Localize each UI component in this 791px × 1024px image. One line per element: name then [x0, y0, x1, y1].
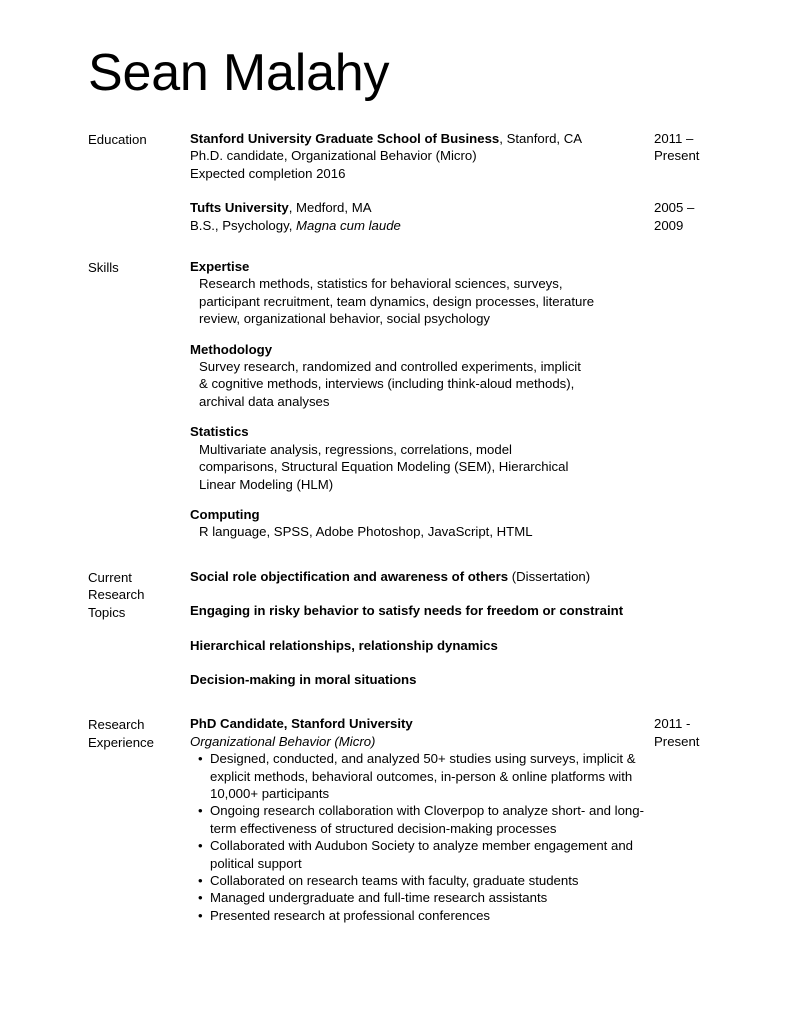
skill-body-expertise	[190, 275, 728, 327]
skill-heading-computing: Computing	[190, 506, 260, 522]
list-item: • Collaborated with Audubon Society to analyze member engagement and political support	[190, 837, 646, 872]
list-item: • Ongoing research collaboration with Cloverpop to analyze short- and long-term effectiveness of structured decision-making processes	[190, 802, 646, 837]
research-topic	[190, 671, 728, 688]
education-entry-stanford-degree: Ph.D. candidate, Organizational Behavior (Micro)	[190, 148, 477, 164]
research-experience-label-line2: Experience	[88, 734, 154, 750]
education-entry-tufts-location: , Medford, MA	[288, 200, 372, 216]
education-label-text: Education	[88, 132, 147, 147]
current-research-content	[190, 568, 728, 689]
skill-heading-expertise: Expertise	[190, 259, 250, 275]
current-research-label-line3: Topics	[88, 604, 126, 620]
education-entry-tufts-org-line	[190, 199, 646, 216]
education-entry-tufts-main	[190, 199, 654, 234]
education-entry-stanford-completion: Expected completion 2016	[190, 165, 346, 181]
section-label-education	[88, 130, 190, 148]
skill-line: participant recruitment, team dynamics, design processes, literature	[199, 293, 595, 309]
list-item: • Managed undergraduate and full-time research assistants	[190, 889, 646, 906]
education-content	[190, 130, 728, 234]
education-entry-tufts-date-start: 2005 –	[654, 200, 695, 216]
skill-heading-methodology: Methodology	[190, 341, 273, 357]
section-skills	[88, 258, 728, 541]
skill-heading-statistics: Statistics	[190, 424, 249, 440]
research-topic-title: Engaging in risky behavior to satisfy needs for freedom or constraint	[190, 603, 624, 619]
research-experience-date	[654, 715, 728, 750]
skill-line: R language, SPSS, Adobe Photoshop, JavaScript, HTML	[199, 524, 533, 540]
section-research-experience	[88, 715, 728, 924]
education-entry-stanford-main	[190, 130, 654, 182]
resume-body	[88, 130, 728, 924]
education-entry-stanford-date-start: 2011 –	[654, 131, 694, 146]
list-item: • Presented research at professional conferences	[190, 907, 646, 924]
skills-content	[190, 258, 728, 541]
section-education	[88, 130, 728, 234]
research-topic	[190, 602, 728, 619]
skill-body-methodology	[190, 358, 728, 410]
skill-line: comparisons, Structural Equation Modeling (SEM), Hierarchical	[199, 459, 569, 475]
section-label-current-research-topics	[88, 568, 190, 621]
research-topic	[190, 568, 728, 585]
skill-line: review, organizational behavior, social psychology	[199, 311, 491, 327]
skill-line: Multivariate analysis, regressions, correlations, model	[199, 441, 512, 457]
list-item: • Designed, conducted, and analyzed 50+ studies using surveys, implicit & explicit methods, behavioral outcomes, in-person & online platforms with 10,000+ participants	[190, 750, 646, 802]
research-topic-title: Decision-making in moral situations	[190, 671, 417, 687]
skill-group-methodology	[190, 341, 728, 411]
current-research-label-line1: Current	[88, 569, 132, 585]
education-entry-tufts-org: Tufts University	[190, 200, 289, 216]
skill-line: Survey research, randomized and controlled experiments, implicit	[199, 359, 581, 375]
research-experience-bullet-list	[190, 750, 646, 924]
research-experience-date-start: 2011 -	[654, 716, 691, 732]
page-title: Sean Malahy	[88, 44, 390, 102]
education-entry-spacer	[190, 182, 728, 199]
research-experience-entry-main	[190, 715, 654, 924]
skill-group-statistics	[190, 423, 728, 493]
skill-body-computing	[190, 523, 728, 540]
section-current-research-topics	[88, 568, 728, 689]
research-topic-title: Social role objectification and awareness of others	[190, 568, 509, 584]
education-entry-stanford-org-line	[190, 130, 646, 147]
education-entry-tufts-date	[654, 199, 728, 234]
education-entry-tufts-degree-line	[190, 217, 646, 234]
research-topic	[190, 637, 728, 654]
skill-line: archival data analyses	[199, 393, 330, 409]
education-entry-stanford-location: , Stanford, CA	[499, 131, 583, 146]
section-spacer-skills	[88, 234, 728, 258]
education-entry-stanford-date	[654, 130, 728, 165]
research-topic-title: Hierarchical relationships, relationship dynamics	[190, 637, 498, 653]
skill-line: & cognitive methods, interviews (including think-aloud methods),	[199, 376, 575, 392]
research-topic-note: (Dissertation)	[508, 568, 591, 584]
education-entry-tufts	[190, 199, 728, 234]
section-spacer-research-topics	[88, 541, 728, 568]
education-entry-stanford-org: Stanford University Graduate School of Business	[190, 131, 500, 146]
research-experience-title: PhD Candidate, Stanford University	[190, 716, 413, 732]
education-entry-tufts-date-end: 2009	[654, 217, 684, 233]
skill-line: Research methods, statistics for behavioral sciences, surveys,	[199, 276, 563, 292]
research-experience-content	[190, 715, 728, 924]
skills-label-text: Skills	[88, 260, 119, 276]
research-experience-label-line1: Research	[88, 717, 145, 733]
research-experience-subtitle: Organizational Behavior (Micro)	[190, 733, 376, 749]
section-label-research-experience	[88, 715, 190, 751]
education-entry-stanford-date-end: Present	[654, 148, 700, 164]
list-item: • Collaborated on research teams with faculty, graduate students	[190, 872, 646, 889]
skill-group-expertise	[190, 258, 728, 328]
education-entry-tufts-honors: Magna cum laude	[296, 217, 401, 233]
education-entry-stanford	[190, 130, 728, 182]
skill-group-computing	[190, 506, 728, 541]
research-experience-entry	[190, 715, 728, 924]
skill-line: Linear Modeling (HLM)	[199, 476, 334, 492]
section-spacer-research-experience	[88, 688, 728, 715]
research-experience-date-end: Present	[654, 733, 700, 749]
current-research-label-line2: Research	[88, 587, 145, 603]
education-entry-tufts-degree: B.S., Psychology,	[190, 217, 297, 233]
section-label-skills	[88, 258, 190, 276]
skill-body-statistics	[190, 441, 728, 493]
